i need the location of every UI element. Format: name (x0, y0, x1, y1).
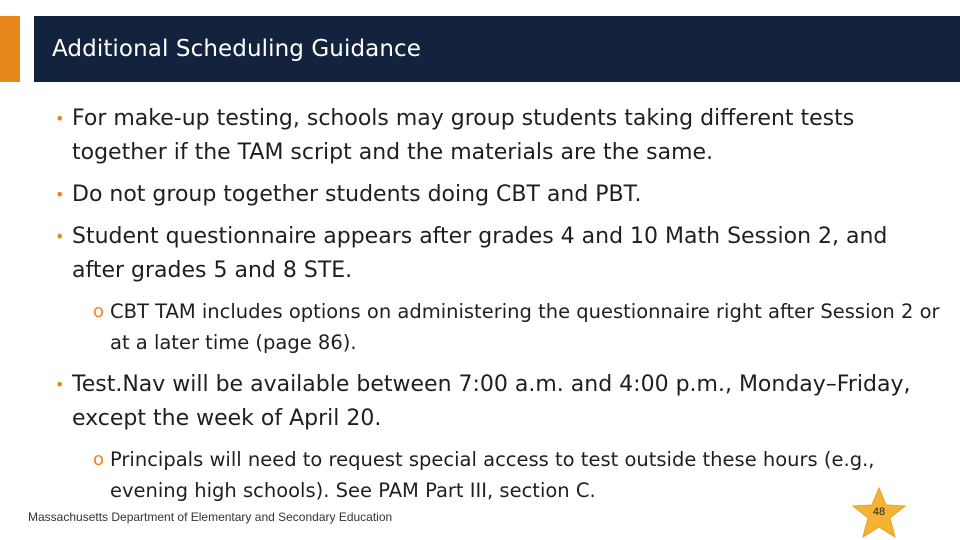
bullet-text: Test.Nav will be available between 7:00 a.m. and 4:00 p.m., Monday–Friday, except the week of April 20. (72, 372, 911, 431)
footer-organization: Massachusetts Department of Elementary and Secondary Education (28, 510, 393, 524)
bullet-text: Student questionnaire appears after grades 4 and 10 Math Session 2, and after grades 5 and 8 STE. (72, 224, 888, 283)
sub-bullet-marker: o (93, 301, 105, 322)
bullet-item (55, 220, 945, 288)
sub-bullet-text: CBT TAM includes options on administering the questionnaire right after Session 2 or at a later time (page 86). (110, 300, 940, 354)
sub-bullet-item (55, 296, 945, 358)
sub-bullet-item (55, 444, 945, 506)
bullet-marker: • (55, 227, 65, 246)
bullet-item (55, 368, 945, 436)
sub-bullet-text: Principals will need to request special access to test outside these hours (e.g., evening high schools). See PAM Part III, section C. (110, 448, 875, 502)
bullet-marker: • (55, 109, 65, 128)
bullet-item (55, 102, 945, 170)
title-bar (34, 16, 960, 82)
page-title: Additional Scheduling Guidance (52, 36, 422, 62)
accent-bar (0, 16, 20, 82)
bullet-text: Do not group together students doing CBT and PBT. (72, 182, 642, 207)
page-number: 48 (872, 506, 886, 518)
slide-content (55, 102, 945, 516)
bullet-marker: • (55, 185, 65, 204)
sub-bullet-marker: o (93, 449, 105, 470)
bullet-item (55, 178, 945, 212)
bullet-marker: • (55, 375, 65, 394)
bullet-text: For make-up testing, schools may group students taking different tests together if the TAM script and the materials are the same. (72, 106, 855, 165)
